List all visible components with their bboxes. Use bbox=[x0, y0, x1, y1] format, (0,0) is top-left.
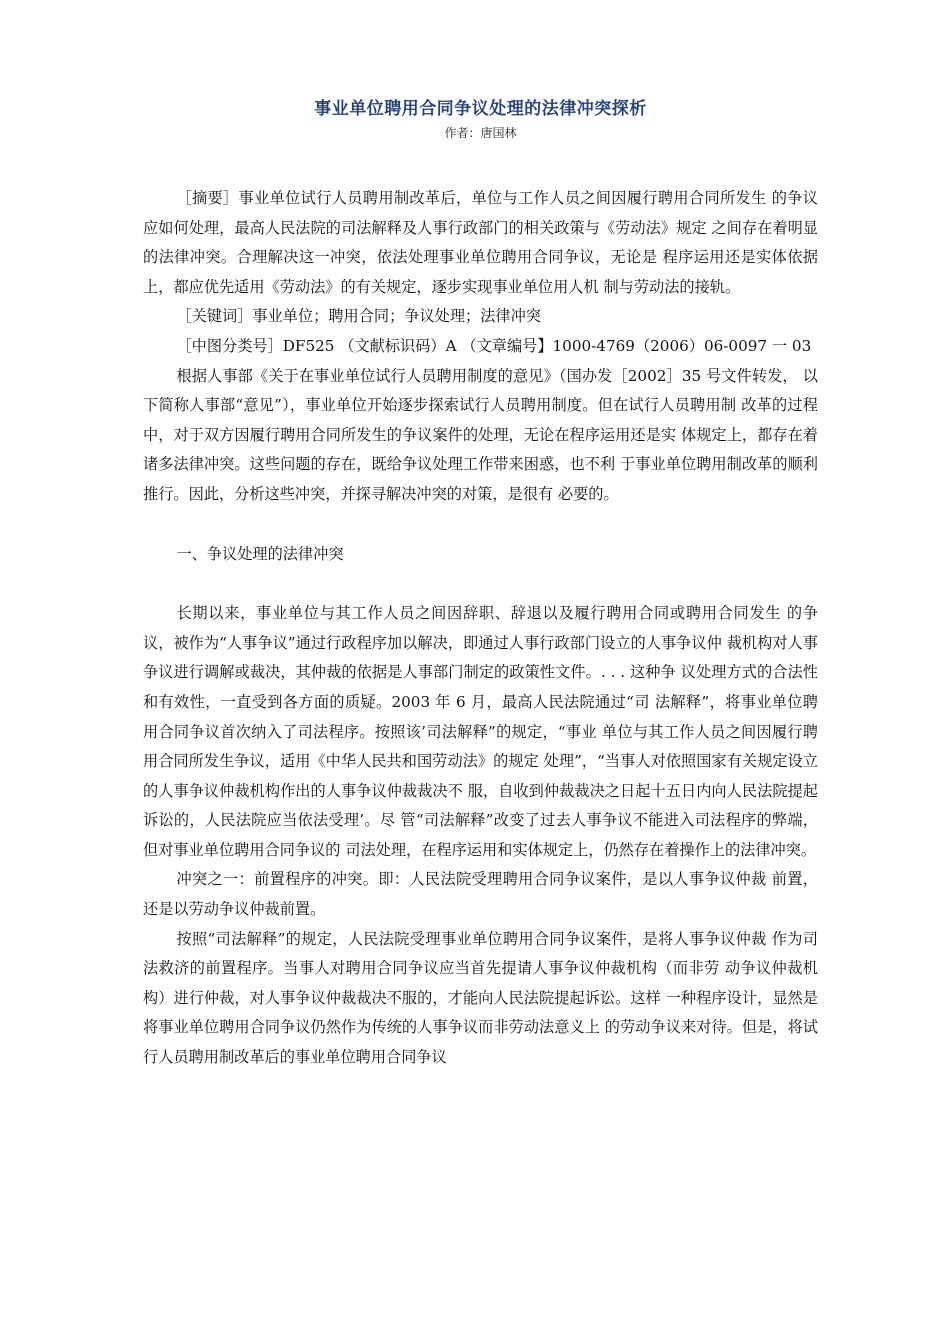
classification-line: ［中图分类号］DF525 （文献标识码）A （文章编号】1000-4769（2006）06-0097 一 03 bbox=[176, 336, 812, 355]
body-paragraph-2: 冲突之一：前置程序的冲突。即：人民法院受理聘用合同争议案件，是以人事争议仲裁 前置，还是以劳动争议仲裁前置。 bbox=[143, 870, 818, 919]
body-paragraph-3: 按照“司法解释”的规定，人民法院受理事业单位聘用合同争议案件，是将人事争议仲裁 作为司法救济的前置程序。当事人对聘用合同争议应当首先提请人事争议仲裁机构（而非劳 动争议仲裁机构）进行仲裁，对人事争议仲裁裁决不服的，才能向人民法院提起诉讼。这样 一种程序设计，显然是将事业单位聘用合同争议仍然作为传统的人事争议而非劳动法意义上 的劳动争议来对待。但是，将试行人员聘用制改革后的事业单位聘用合同争议 bbox=[143, 929, 818, 1067]
article-title: 事业单位聘用合同争议处理的法律冲突探析 bbox=[314, 99, 647, 119]
article-author: 作者：唐国林 bbox=[444, 126, 517, 140]
document-page bbox=[143, 96, 818, 1073]
keywords-line: ［关键词］事业单位；聘用合同；争议处理；法律冲突 bbox=[176, 307, 541, 326]
section-heading: 一、争议处理的法律冲突 bbox=[176, 544, 344, 563]
intro-paragraph: 根据人事部《关于在事业单位试行人员聘用制度的意见》（国办发［2002］35 号文件转发， 以下简称人事部“意见”），事业单位开始逐步探索试行人员聘用制度。但在试行人员聘用制 改革的过程中，对于双方因履行聘用合同所发生的争议案件的处理，无论在程序运用还是实 体规定上，都存在着诸多法律冲突。这些问题的存在，既给争议处理工作带来困惑，也不利 于事业单位聘用制改革的顺利推行。因此，分析这些冲突，并探寻解决冲突的对策，是很有 必要的。 bbox=[143, 366, 818, 503]
body-paragraph-1: 长期以来，事业单位与其工作人员之间因辞职、辞退以及履行聘用合同或聘用合同发生 的争议，被作为“人事争议”通过行政程序加以解决，即通过人事行政部门设立的人事争议仲 裁机构对人事争议进行调解或裁决，其仲裁的依据是人事部门制定的政策性文件。. . . 这种争 议处理方式的合法性和有效性，一直受到各方面的质疑。2003 年 6 月，最高人民法院通过“司 法解释”，将事业单位聘用合同争议首次纳入了司法程序。按照该’司法解释”的规定，“事业 单位与其工作人员之间因履行聘用合同所发生争议，适用《中华人民共和国劳动法》的规定 处理”，“当事人对依照国家有关规定设立的人事争议仲裁机构作出的人事争议仲裁裁决不 服，自收到仲裁裁决之日起十五日内向人民法院提起诉讼的，人民法院应当依法受理’。尽 管“司法解释”改变了过去人事争议不能进入司法程序的弊端，但对事业单位聘用合同争议的 司法处理，在程序运用和实体规定上，仍然存在着操作上的法律冲突。 bbox=[143, 604, 818, 859]
abstract-paragraph: ［摘要］事业单位试行人员聘用制改革后，单位与工作人员之间因履行聘用合同所发生 的争议应如何处理，最高人民法院的司法解释及人事行政部门的相关政策与《劳动法》规定 之间存在着明显的法律冲突。合理解决这一冲突，依法处理事业单位聘用合同争议，无论是 程序运用还是实体依据上，都应优先适用《劳动法》的有关规定，逐步实现事业单位用人机 制与劳动法的接轨。 bbox=[143, 189, 818, 296]
article-body bbox=[143, 184, 818, 1073]
